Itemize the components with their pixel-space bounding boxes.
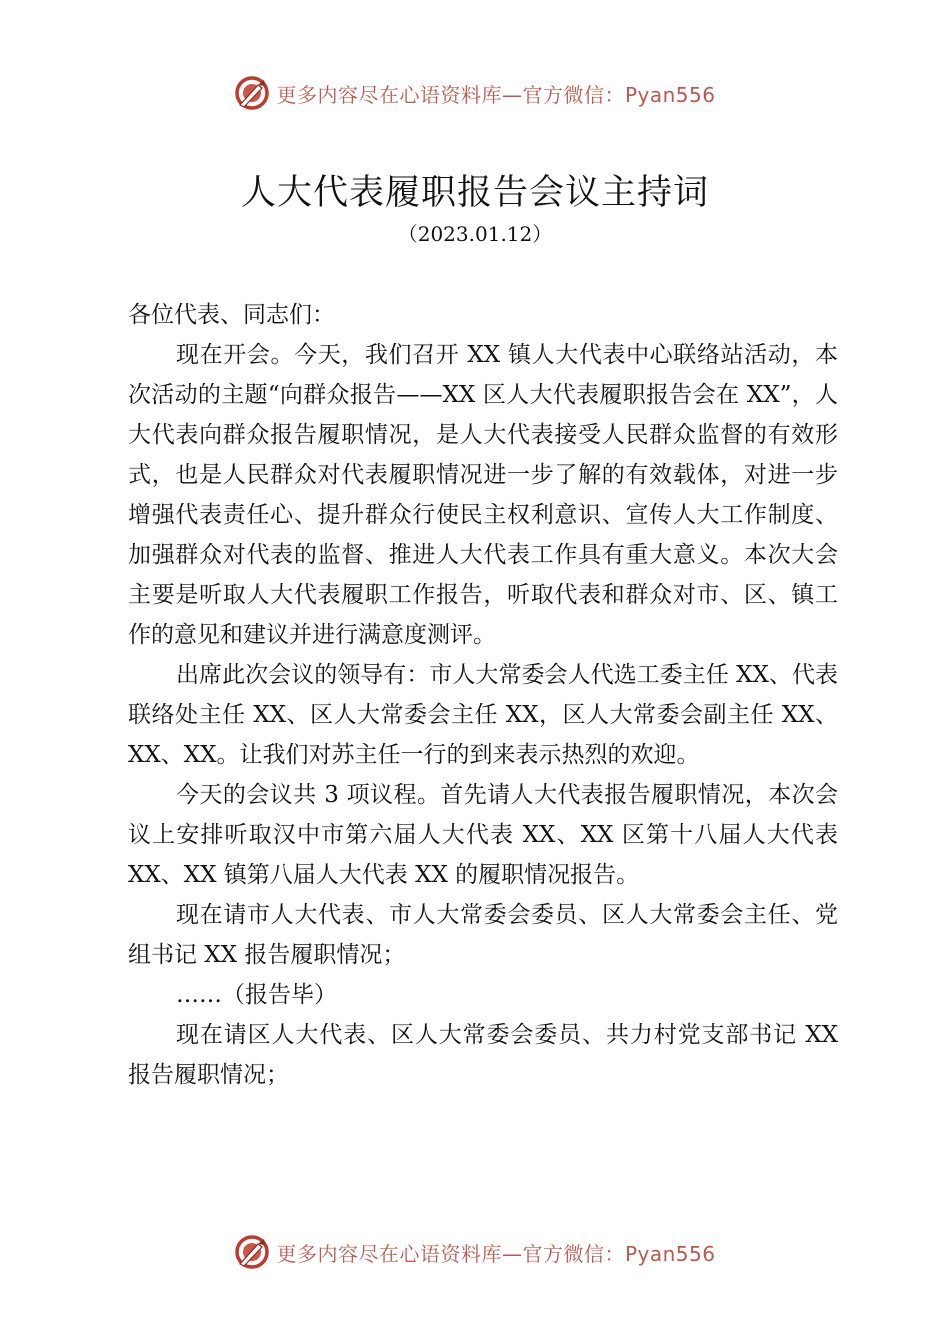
body-paragraph: ……（报告毕） <box>176 982 337 1008</box>
quill-pen-logo-icon <box>234 1234 270 1270</box>
document-body <box>128 295 838 1095</box>
footer-watermark <box>0 1230 950 1274</box>
watermark-text: 更多内容尽在心语资料库—官方微信：Pyan556 <box>276 1241 716 1266</box>
document-date: （2023.01.12） <box>397 222 553 246</box>
body-paragraph: 现在请市人大代表、市人大常委会委员、区人大常委会主任、党组书记 XX 报告履职情况； <box>128 902 838 968</box>
body-paragraph: 出席此次会议的领导有：市人大常委会人代选工委主任 XX、代表联络处主任 XX、区人大常委会主任 XX，区人大常委会副主任 XX、XX、XX。让我们对苏主任一行的到来表示热烈的欢迎。 <box>128 662 838 768</box>
document-title: 人大代表履职报告会议主持词 <box>240 173 709 213</box>
quill-pen-logo-icon <box>234 75 270 111</box>
body-paragraph: 今天的会议共 3 项议程。首先请人大代表报告履职情况，本次会议上安排听取汉中市第六届人大代表 XX、XX 区第十八届人大代表 XX、XX 镇第八届人大代表 XX 的履职情况报告。 <box>128 782 838 888</box>
salutation: 各位代表、同志们： <box>128 302 335 328</box>
body-paragraph: 现在请区人大代表、区人大常委会委员、共力村党支部书记 XX 报告履职情况； <box>128 1022 838 1088</box>
body-paragraph: 现在开会。今天，我们召开 XX 镇人大代表中心联络站活动，本次活动的主题“向群众报告——XX 区人大代表履职报告会在 XX”，人大代表向群众报告履职情况，是人大代表接受人民群众监督的有效形式，也是人民群众对代表履职情况进一步了解的有效载体，对进一步增强代表责任心、提升群众行使民主权利意识、宣传人大工作制度、加强群众对代表的监督、推进人大代表工作具有重大意义。本次大会主要是听取人大代表履职工作报告，听取代表和群众对市、区、镇工作的意见和建议并进行满意度测评。 <box>128 342 838 648</box>
watermark-text: 更多内容尽在心语资料库—官方微信：Pyan556 <box>276 82 716 107</box>
header-watermark <box>0 71 950 115</box>
